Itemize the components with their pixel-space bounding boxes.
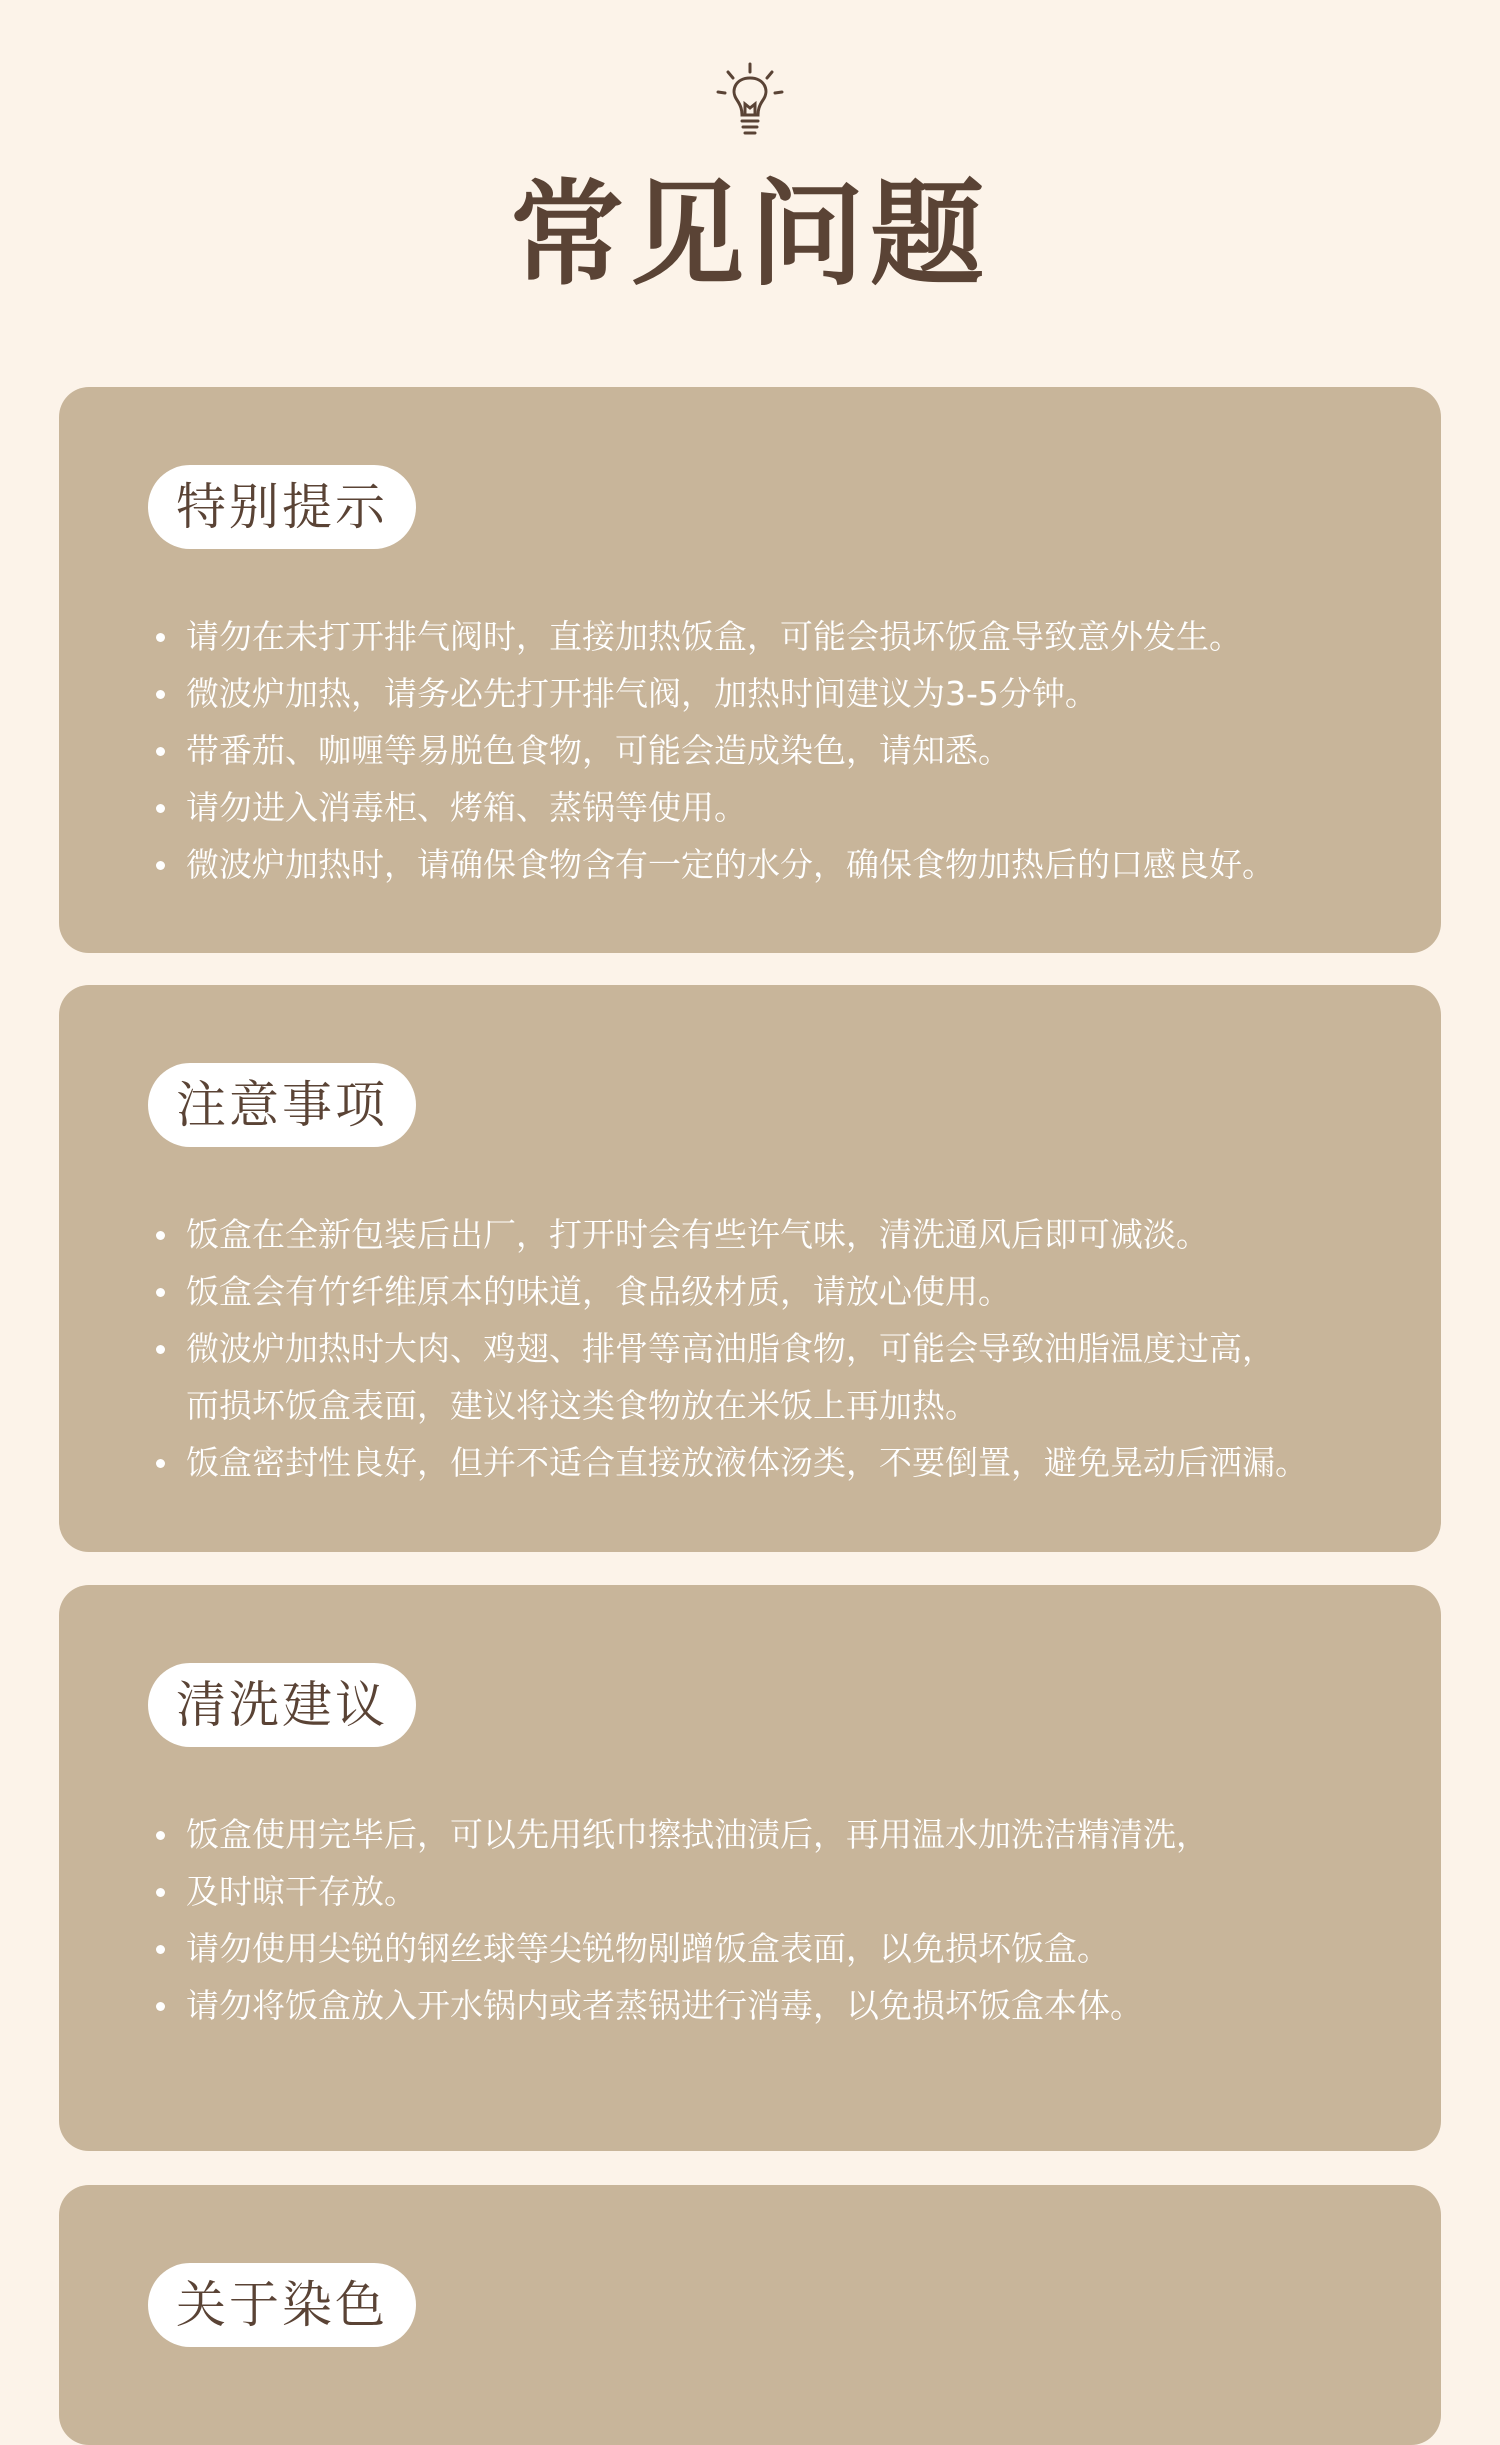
section-card-staining [59, 2185, 1441, 2445]
bullet-icon [156, 1945, 165, 1954]
section-title: 关于染色 [148, 2263, 416, 2347]
section-card-cleaning [59, 1585, 1441, 2151]
list-item: 请勿在未打开排气阀时，直接加热饭盒，可能会损坏饭盒导致意外发生。 [154, 608, 1424, 665]
bullet-icon [156, 1831, 165, 1840]
section-title: 清洗建议 [148, 1663, 416, 1747]
bullet-icon [156, 2002, 165, 2011]
bullet-icon [156, 747, 165, 756]
lightbulb-icon [712, 60, 788, 144]
page-title: 常见问题 [509, 168, 990, 301]
list-item: 饭盒会有竹纤维原本的味道，食品级材质，请放心使用。 [154, 1263, 1424, 1320]
list-item: 饭盒密封性良好，但并不适合直接放液体汤类，不要倒置，避免晃动后洒漏。 [154, 1434, 1424, 1491]
precaution-list [154, 1206, 1424, 1491]
section-card-special-tips [59, 387, 1441, 953]
list-item: 饭盒在全新包装后出厂，打开时会有些许气味，清洗通风后即可减淡。 [154, 1206, 1424, 1263]
bullet-icon [156, 1288, 165, 1297]
tip-list [154, 608, 1424, 893]
list-item: 请勿将饭盒放入开水锅内或者蒸锅进行消毒，以免损坏饭盒本体。 [154, 1977, 1424, 2034]
section-title: 注意事项 [148, 1063, 416, 1147]
bullet-icon [156, 1888, 165, 1897]
bullet-icon [156, 690, 165, 699]
section-card-precautions [59, 985, 1441, 1552]
bullet-icon [156, 633, 165, 642]
list-item: 请勿使用尖锐的钢丝球等尖锐物剐蹭饭盒表面，以免损坏饭盒。 [154, 1920, 1424, 1977]
bullet-icon [156, 1231, 165, 1240]
list-item: 饭盒使用完毕后，可以先用纸巾擦拭油渍后，再用温水加洗洁精清洗， [154, 1806, 1424, 1863]
list-item: 带番茄、咖喱等易脱色食物，可能会造成染色，请知悉。 [154, 722, 1424, 779]
list-item: 微波炉加热，请务必先打开排气阀，加热时间建议为3-5分钟。 [154, 665, 1424, 722]
bullet-icon [156, 804, 165, 813]
list-item: 微波炉加热时大肉、鸡翅、排骨等高油脂食物，可能会导致油脂温度过高， 而损坏饭盒表面，建议将这类食物放在米饭上再加热。 [154, 1320, 1424, 1434]
list-item: 及时晾干存放。 [154, 1863, 1424, 1920]
list-item: 请勿进入消毒柜、烤箱、蒸锅等使用。 [154, 779, 1424, 836]
list-item: 微波炉加热时，请确保食物含有一定的水分，确保食物加热后的口感良好。 [154, 836, 1424, 893]
bullet-icon [156, 1459, 165, 1468]
cleaning-list [154, 1806, 1424, 2034]
bullet-icon [156, 1345, 165, 1354]
section-title: 特别提示 [148, 465, 416, 549]
bullet-icon [156, 861, 165, 870]
